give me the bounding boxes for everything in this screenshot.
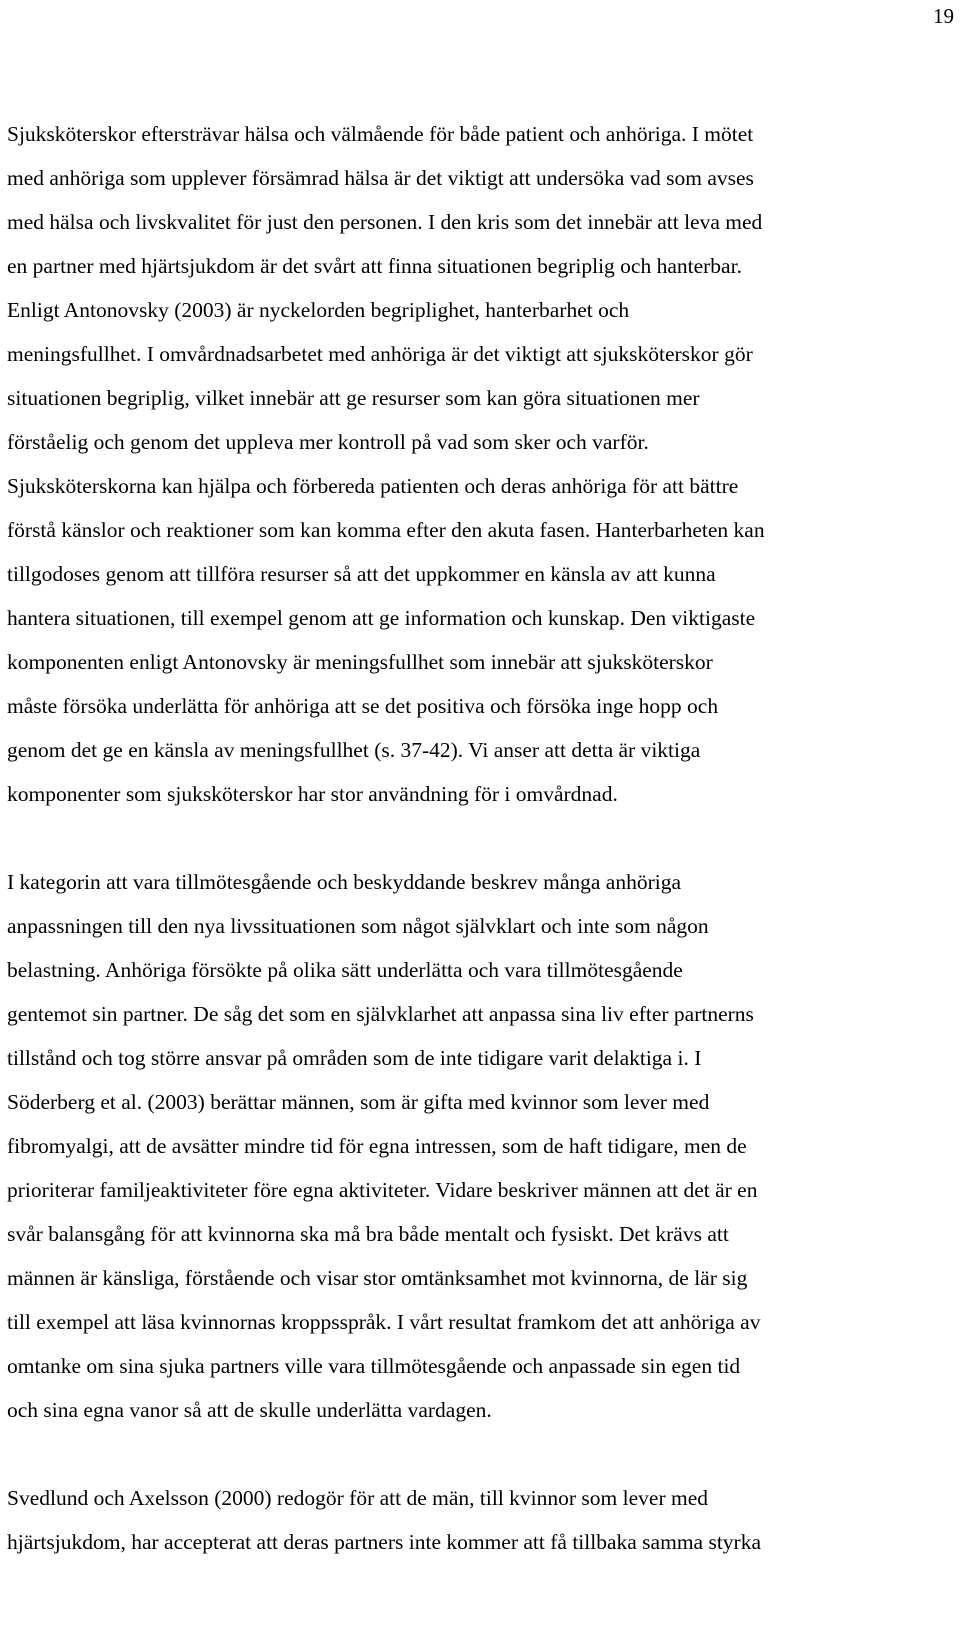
page-number: 19 bbox=[933, 4, 954, 28]
text-line: förstå känslor och reaktioner som kan komma efter den akuta fasen. Hanterbarheten kan bbox=[7, 518, 765, 542]
text-line: meningsfullhet. I omvårdnadsarbetet med anhöriga är det viktigt att sjuksköterskor gör bbox=[7, 342, 753, 366]
text-line: Sjuksköterskorna kan hjälpa och förbereda patienten och deras anhöriga för att bättre bbox=[7, 474, 739, 498]
text-line: hantera situationen, till exempel genom att ge information och kunskap. Den viktigaste bbox=[7, 606, 756, 630]
text-line: svår balansgång för att kvinnorna ska må bra både mentalt och fysiskt. Det krävs att bbox=[7, 1222, 729, 1246]
text-line: hjärtsjukdom, har accepterat att deras partners inte kommer att få tillbaka samma styrka bbox=[7, 1530, 762, 1554]
text-line: förståelig och genom det uppleva mer kontroll på vad som sker och varför. bbox=[7, 430, 649, 454]
text-line: med anhöriga som upplever försämrad hälsa är det viktigt att undersöka vad som avses bbox=[7, 166, 754, 190]
text-line: med hälsa och livskvalitet för just den personen. I den kris som det innebär att leva med bbox=[7, 210, 763, 234]
text-line: en partner med hjärtsjukdom är det svårt att finna situationen begriplig och hanterbar. bbox=[7, 254, 742, 278]
text-line: prioriterar familjeaktiviteter före egna aktiviteter. Vidare beskriver männen att det är en bbox=[7, 1178, 758, 1202]
text-line: Svedlund och Axelsson (2000) redogör för att de män, till kvinnor som lever med bbox=[7, 1486, 709, 1510]
text-line: tillgodoses genom att tillföra resurser så att det uppkommer en känsla av att kunna bbox=[7, 562, 716, 586]
text-line: Enligt Antonovsky (2003) är nyckelorden begriplighet, hanterbarhet och bbox=[7, 298, 630, 322]
text-line: fibromyalgi, att de avsätter mindre tid för egna intressen, som de haft tidigare, men de bbox=[7, 1134, 747, 1158]
text-line: situationen begriplig, vilket innebär att ge resurser som kan göra situationen mer bbox=[7, 386, 700, 410]
text-line: genom det ge en känsla av meningsfullhet (s. 37-42). Vi anser att detta är viktiga bbox=[7, 738, 701, 762]
text-line: till exempel att läsa kvinnornas kroppsspråk. I vårt resultat framkom det att anhöriga av bbox=[7, 1310, 761, 1334]
text-line: männen är känsliga, förstående och visar stor omtänksamhet mot kvinnorna, de lär sig bbox=[7, 1266, 748, 1290]
text-line: gentemot sin partner. De såg det som en självklarhet att anpassa sina liv efter partnerns bbox=[7, 1002, 754, 1026]
text-line: och sina egna vanor så att de skulle underlätta vardagen. bbox=[7, 1398, 492, 1422]
text-line: tillstånd och tog större ansvar på områden som de inte tidigare varit delaktiga i. I bbox=[7, 1046, 702, 1070]
text-line: komponenter som sjuksköterskor har stor användning för i omvårdnad. bbox=[7, 782, 618, 806]
text-line: omtanke om sina sjuka partners ville vara tillmötesgående och anpassade sin egen tid bbox=[7, 1354, 741, 1378]
text-line: anpassningen till den nya livssituationen som något självklart och inte som någon bbox=[7, 914, 709, 938]
text-line: belastning. Anhöriga försökte på olika sätt underlätta och vara tillmötesgående bbox=[7, 958, 683, 982]
text-line: måste försöka underlätta för anhöriga att se det positiva och försöka inge hopp och bbox=[7, 694, 719, 718]
text-line: Söderberg et al. (2003) berättar männen, som är gifta med kvinnor som lever med bbox=[7, 1090, 710, 1114]
text-line: Sjuksköterskor eftersträvar hälsa och välmående för både patient och anhöriga. I mötet bbox=[7, 122, 754, 146]
text-line: I kategorin att vara tillmötesgående och beskyddande beskrev många anhöriga bbox=[7, 870, 682, 894]
text-line: komponenten enligt Antonovsky är meningsfullhet som innebär att sjuksköterskor bbox=[7, 650, 713, 674]
